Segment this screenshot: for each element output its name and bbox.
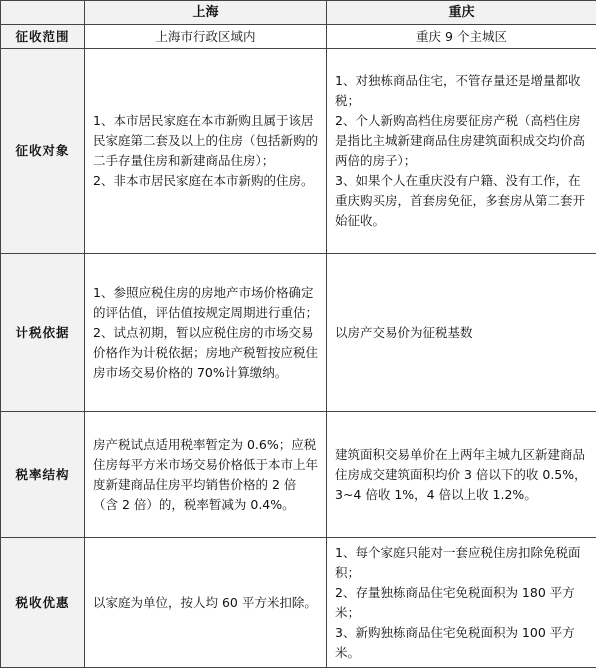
row-label-target: 征收对象 [1, 49, 85, 254]
header-shanghai: 上海 [85, 1, 327, 25]
text-line: 以房产交易价为征税基数 [335, 323, 588, 343]
cell-chongqing-tax-relief [327, 538, 596, 668]
row-label-scope: 征收范围 [1, 25, 85, 49]
text-line: 1、参照应税住房的房地产市场价格确定的评估值，评估值按规定周期进行重估； [93, 283, 318, 323]
header-chongqing: 重庆 [327, 1, 596, 25]
text-line: 2、个人新购高档住房要征房产税（高档住房是指比主城新建商品住房建筑面积成交均价高两倍的房子）； [335, 111, 588, 171]
cell-shanghai-scope [85, 25, 327, 49]
text-line: 上海市行政区域内 [93, 27, 318, 47]
cell-shanghai-tax-relief [85, 538, 327, 668]
text-line: 3、如果个人在重庆没有户籍、没有工作，在重庆购买房，首套房免征，多套房从第二套开始征收。 [335, 171, 588, 231]
row-target [1, 49, 596, 254]
cell-chongqing-target [327, 49, 596, 254]
text-line: 2、存量独栋商品住宅免税面积为 180 平方米； [335, 583, 588, 623]
text-line: 重庆 9 个主城区 [335, 27, 588, 47]
cell-chongqing-tax-rate [327, 412, 596, 538]
cell-shanghai-target [85, 49, 327, 254]
text-line: 1、每个家庭只能对一套应税住房扣除免税面积； [335, 543, 588, 583]
row-scope [1, 25, 596, 49]
text-line: 3、新购独栋商品住宅免税面积为 100 平方米。 [335, 623, 588, 663]
text-line: 1、本市居民家庭在本市新购且属于该居民家庭第二套及以上的住房（包括新购的二手存量住房和新建商品住房）； [93, 111, 318, 171]
row-label-tax-relief: 税收优惠 [1, 538, 85, 668]
row-label-tax-basis: 计税依据 [1, 254, 85, 412]
row-tax-basis [1, 254, 596, 412]
row-tax-relief [1, 538, 596, 668]
row-tax-rate [1, 412, 596, 538]
row-label-tax-rate: 税率结构 [1, 412, 85, 538]
text-line: 以家庭为单位，按人均 60 平方米扣除。 [93, 593, 318, 613]
text-line: 2、非本市居民家庭在本市新购的住房。 [93, 171, 318, 191]
cell-chongqing-scope [327, 25, 596, 49]
text-line: 建筑面积交易单价在上两年主城九区新建商品住房成交建筑面积均价 3 倍以下的收 0.5%，3~4 倍收 1%，4 倍以上收 1.2%。 [335, 445, 588, 505]
header-row [1, 1, 596, 25]
text-line: 2、试点初期，暂以应税住房的市场交易价格作为计税依据；房地产税暂按应税住房市场交易价格的 70%计算缴纳。 [93, 323, 318, 383]
cell-shanghai-tax-basis [85, 254, 327, 412]
text-line: 房产税试点适用税率暂定为 0.6%；应税住房每平方米市场交易价格低于本市上年度新建商品住房平均销售价格的 2 倍（含 2 倍）的，税率暂减为 0.4%。 [93, 435, 318, 515]
cell-chongqing-tax-basis [327, 254, 596, 412]
text-line: 1、对独栋商品住宅，不管存量还是增量都收税； [335, 71, 588, 111]
cell-shanghai-tax-rate [85, 412, 327, 538]
header-corner-cell [1, 1, 85, 25]
